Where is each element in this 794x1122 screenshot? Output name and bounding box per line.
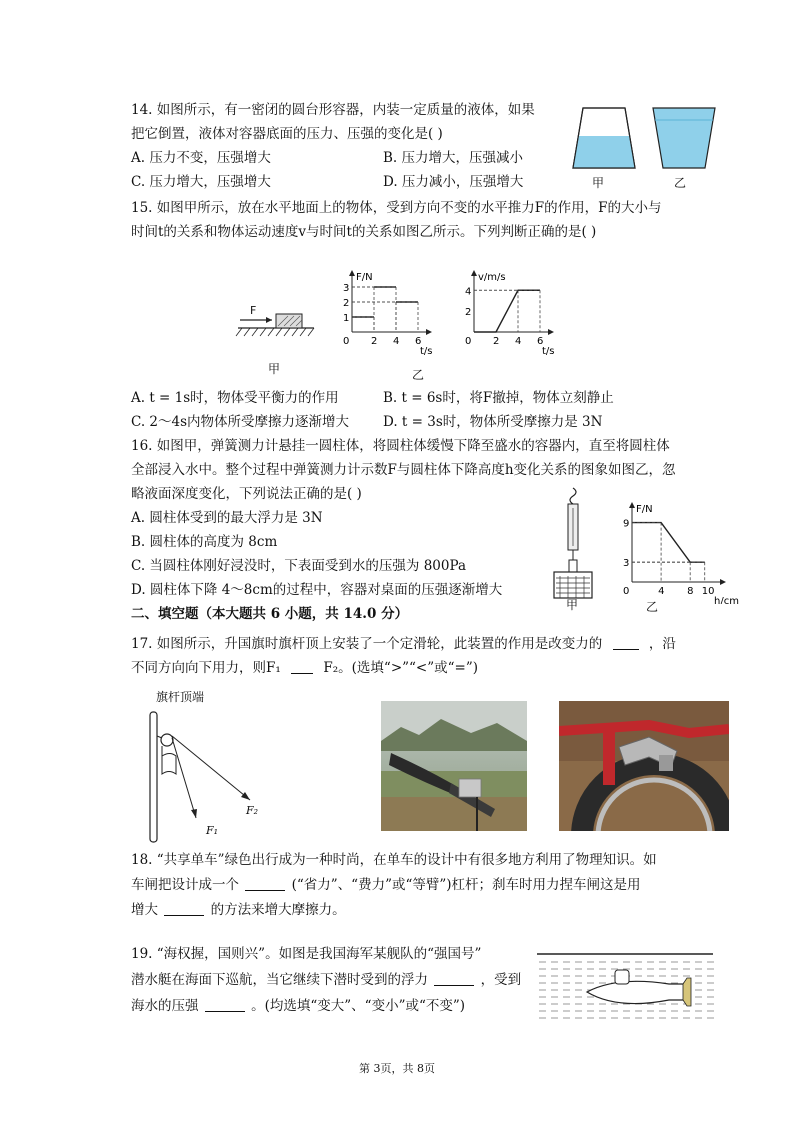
- q17-blank-1[interactable]: [613, 635, 639, 650]
- q18-line3: [131, 900, 346, 920]
- q14-option-c[interactable]: C. 压力增大，压强增大: [131, 174, 271, 190]
- q19-line2: [131, 970, 521, 990]
- q19-blank-1[interactable]: [434, 971, 474, 986]
- x-tick-label: 2: [493, 336, 500, 347]
- q17-line2-text: 不同方向向下用力，则F₁: [131, 660, 281, 676]
- q18-line3-text: 增大: [131, 902, 158, 918]
- bike-handlebar-photo: [381, 701, 527, 831]
- q15-block-figure: [234, 298, 326, 346]
- flag: [162, 754, 176, 775]
- q17-fig-f1: F₁: [206, 824, 219, 837]
- q18-line1: 18. “共享单车”绿色出行成为一种时尚，在单车的设计中有很多地方利用了物理知识。如: [131, 852, 657, 868]
- q19-line3-tail: 。(均选填“变大”、“变小”或“不变”): [251, 998, 466, 1014]
- q14-fig-label-yi: 乙: [674, 176, 687, 190]
- y-tick-label: 2: [465, 307, 472, 319]
- q14-containers-figure: [565, 106, 725, 196]
- section-title: 二、填空题（本大题共 6 小题，共 14.0 分）: [131, 606, 409, 622]
- q15-option-d[interactable]: D. t = 3s时，物体所受摩擦力是 3N: [383, 414, 603, 430]
- q16-line2: 全部浸入水中。整个过程中弹簧测力计示数F与圆柱体下降高度h变化关系的图象如图乙，忽: [131, 462, 676, 478]
- series-line: [474, 290, 540, 332]
- q17-fig-top-label: 旗杆顶端: [156, 690, 205, 704]
- q16-option-c[interactable]: C. 当圆柱体刚好浸没时，下表面受到水的压强为 800Pa: [131, 558, 467, 574]
- q16-line1: 16. 如图甲，弹簧测力计悬挂一圆柱体，将圆柱体缓慢下降至盛水的容器内，直至将圆柱体: [131, 438, 670, 454]
- x-tick-label: 2: [371, 336, 378, 347]
- q16-option-b[interactable]: B. 圆柱体的高度为 8cm: [131, 534, 278, 550]
- q19-line2-tail: ，受到: [480, 972, 522, 988]
- origin-label: 0: [343, 336, 350, 347]
- q15-vt-chart: [452, 258, 564, 358]
- cylinder: [569, 560, 577, 572]
- q16-line3: 略液面深度变化，下列说法正确的是( ): [131, 486, 362, 502]
- q16-fig-label-yi: 乙: [646, 600, 659, 614]
- y-tick-label: 3: [343, 283, 350, 294]
- propeller-icon: [683, 978, 691, 1006]
- q19-blank-2[interactable]: [205, 997, 245, 1012]
- q14-option-a[interactable]: A. 压力不变，压强增大: [131, 150, 271, 166]
- y-axis-label: F/N: [356, 272, 373, 283]
- q14-fig-label-jia: 甲: [592, 176, 605, 190]
- q17-flagpole-figure: [140, 700, 270, 845]
- q19-line3-text: 海水的压强: [131, 998, 199, 1014]
- y-axis-arrow: [349, 270, 355, 276]
- y-axis-arrow: [629, 502, 635, 508]
- container-jia-liquid: [573, 136, 635, 168]
- q15-option-b[interactable]: B. t = 6s时，将F撤掉，物体立刻静止: [383, 390, 614, 406]
- q19-line3: [131, 996, 465, 1016]
- q15-force-label: F: [250, 304, 257, 317]
- q16-option-a[interactable]: A. 圆柱体受到的最大浮力是 3N: [131, 510, 323, 526]
- bike-brake-photo: [559, 701, 729, 831]
- x-tick-label: 8: [687, 586, 694, 597]
- series-line: [632, 523, 705, 563]
- origin-label: 0: [465, 336, 472, 347]
- x-axis-label: t/s: [420, 346, 433, 357]
- q14-line2: 把它倒置，液体对容器底面的压力、压强的变化是( ): [131, 126, 443, 142]
- q18-line2-text: 车闸把设计成一个: [131, 877, 239, 893]
- q17-line2: [131, 658, 478, 678]
- q16-option-d[interactable]: D. 圆柱体下降 4～8cm的过程中，容器对桌面的压强逐渐增大: [131, 582, 503, 598]
- q17-line1: [131, 634, 676, 654]
- q17-fig-f2: F₂: [246, 804, 259, 817]
- page-footer: 第 3页，共 8页: [359, 1062, 435, 1075]
- q19-line1: 19. “海权握，国则兴”。如图是我国海军某舰队的“强国号”: [131, 946, 482, 962]
- x-axis-label: t/s: [542, 346, 555, 357]
- q18-blank-1[interactable]: [245, 876, 285, 891]
- x-tick-label: 6: [415, 336, 422, 347]
- pulley-icon: [161, 734, 173, 746]
- flagpole: [150, 712, 157, 842]
- q15-line1: 15. 如图甲所示，放在水平地面上的物体，受到方向不变的水平推力F的作用，F的大小与: [131, 200, 662, 216]
- x-tick-label: 10: [701, 586, 715, 597]
- q14-option-b[interactable]: B. 压力增大，压强减小: [383, 150, 524, 166]
- q17-blank-2[interactable]: [291, 659, 313, 674]
- q16-fh-chart: [604, 490, 742, 604]
- q14-option-d[interactable]: D. 压力减小，压强增大: [383, 174, 524, 190]
- y-tick-label: 3: [623, 558, 630, 570]
- q14-line1: 14. 如图所示，有一密闭的圆台形容器，内装一定质量的液体，如果: [131, 102, 535, 118]
- x-axis-arrow: [548, 329, 554, 335]
- q17-line1-text: 17. 如图所示，升国旗时旗杆顶上安装了一个定滑轮，此装置的作用是改变力的: [131, 636, 603, 652]
- y-axis-label: F/N: [636, 504, 653, 515]
- q15-line2: 时间t的关系和物体运动速度v与时间t的关系如图乙所示。下列判断正确的是( ): [131, 224, 597, 240]
- y-axis-arrow: [471, 270, 477, 276]
- q15-option-a[interactable]: A. t = 1s时，物体受平衡力的作用: [131, 390, 339, 406]
- q15-fig-label-yi: 乙: [412, 368, 425, 382]
- q17-line2-tail: F₂。(选填“>”“<”或“=”): [323, 660, 479, 676]
- y-axis-label: v/m/s: [478, 272, 506, 283]
- q18-line2: [131, 875, 641, 895]
- q16-spring-balance-figure: [548, 484, 598, 606]
- y-tick-label: 9: [623, 518, 630, 530]
- y-tick-label: 4: [465, 286, 472, 298]
- x-tick-label: 4: [515, 336, 522, 347]
- origin-label: 0: [623, 586, 630, 597]
- q15-fig-label-jia: 甲: [268, 362, 281, 376]
- q19-submarine-figure: [535, 946, 715, 1022]
- x-axis-arrow: [720, 579, 726, 585]
- container-yi-liquid: [653, 108, 715, 168]
- hook-icon: [570, 488, 576, 504]
- y-tick-label: 2: [343, 298, 350, 309]
- x-axis-arrow: [426, 329, 432, 335]
- y-tick-label: 1: [343, 313, 350, 324]
- q15-option-c[interactable]: C. 2～4s内物体所受摩擦力逐渐增大: [131, 414, 350, 430]
- q15-ft-chart: [330, 258, 442, 358]
- x-tick-label: 6: [537, 336, 544, 347]
- q18-blank-2[interactable]: [164, 901, 204, 916]
- q18-line2-tail: (“省力”、“费力”或“等臂”)杠杆；刹车时用力捏车闸这是用: [291, 877, 641, 893]
- q17-line1-tail: ，沿: [648, 636, 676, 652]
- x-tick-label: 4: [393, 336, 400, 347]
- x-axis-label: h/cm: [714, 596, 739, 604]
- q18-line3-tail: 的方法来增大摩擦力。: [210, 902, 346, 918]
- x-tick-label: 4: [658, 586, 665, 597]
- q16-fig-label-jia: 甲: [566, 598, 579, 612]
- q19-line2-text: 潜水艇在海面下巡航，当它继续下潜时受到的浮力: [131, 972, 428, 988]
